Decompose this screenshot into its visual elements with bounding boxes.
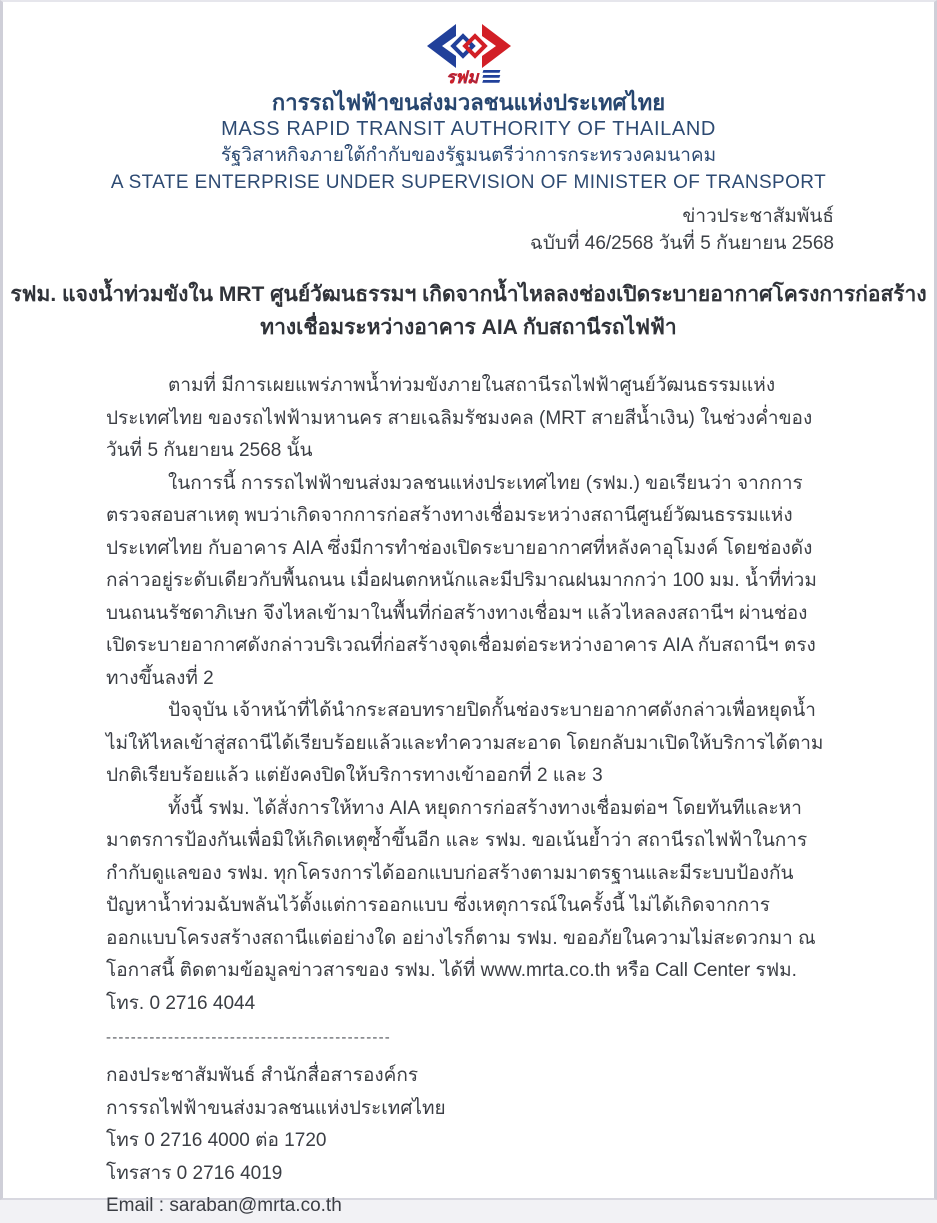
- paragraph-1: ตามที่ มีการเผยแพร่ภาพน้ำท่วมขังภายในสถานีรถไฟฟ้าศูนย์วัฒนธรรมแห่งประเทศไทย ของรถไฟฟ้ามหานคร สายเฉลิมรัชมงคล (MRT สายสีน้ำเงิน) ในช่วงค่ำของวันที่ 5 กันยายน 2568 นั้น: [106, 375, 813, 461]
- svg-text:รฟม: รฟม: [445, 68, 478, 87]
- contact-email: Email : saraban@mrta.co.th: [106, 1195, 342, 1216]
- contact-organization: การรถไฟฟ้าขนส่งมวลชนแห่งประเทศไทย: [106, 1097, 446, 1119]
- org-name-thai: การรถไฟฟ้าขนส่งมวลชนแห่งประเทศไทย: [271, 90, 666, 115]
- paragraph-4: ทั้งนี้ รฟม. ได้สั่งการให้ทาง AIA หยุดการก่อสร้างทางเชื่อมต่อฯ โดยทันทีและหามาตรการป้องกันเพื่อมิให้เกิดเหตุซ้ำขึ้นอีก และ รฟม. ขอเน้นย้ำว่า สถานีรถไฟฟ้าในการกำกับดูแลของ รฟม. ทุกโครงการได้ออกแบบก่อสร้างตามมาตรฐานและมีระบบป้องกันปัญหาน้ำท่วมฉับพลันไว้ตั้งแต่การออกแบบ ซึ่งเหตุการณ์ในครั้งนี้ ไม่ได้เกิดจากการออกแบบโครงสร้างสถานีแต่อย่างใด อย่างไรก็ตาม รฟม. ขออภัยในความไม่สะดวกมา ณ โอกาสนี้ ติดตามข้อมูลข่าวสารของ รฟม. ได้ที่ www.mrta.co.th หรือ Call Center รฟม. โทร. 0 2716 4044: [106, 797, 816, 1014]
- document-meta: [3, 204, 834, 257]
- press-release-body: [106, 370, 835, 1020]
- paragraph-3: ปัจจุบัน เจ้าหน้าที่ได้นำกระสอบทรายปิดกั้นช่องระบายอากาศดังกล่าวเพื่อหยุดน้ำไม่ให้ไหลเข้าสู่สถานีได้เรียบร้อยแล้วและทำความสะอาด โดยกลับมาเปิดให้บริการได้ตามปกติเรียบร้อยแล้ว แต่ยังคงปิดให้บริการทางเข้าออกที่ 2 และ 3: [106, 700, 824, 786]
- dashed-separator: ----------------------------------------------: [106, 1029, 391, 1046]
- press-release-title: [3, 278, 934, 344]
- mrta-logo-icon: [419, 22, 519, 86]
- mrta-logo: [3, 22, 934, 86]
- org-name-english: MASS RAPID TRANSIT AUTHORITY OF THAILAND: [221, 118, 716, 140]
- contact-block: [106, 1060, 835, 1223]
- contact-phone: โทร 0 2716 4000 ต่อ 1720: [106, 1130, 327, 1151]
- issue-number-date: ฉบับที่ 46/2568 วันที่ 5 กันยายน 2568: [529, 232, 834, 254]
- contact-department: กองประชาสัมพันธ์ สำนักสื่อสารองค์กร: [106, 1065, 419, 1086]
- paragraph-2: ในการนี้ การรถไฟฟ้าขนส่งมวลชนแห่งประเทศไทย (รฟม.) ขอเรียนว่า จากการตรวจสอบสาเหตุ พบว่าเกิดจากการก่อสร้างทางเชื่อมระหว่างสถานีศูนย์วัฒนธรรมแห่งประเทศไทย กับอาคาร AIA ซึ่งมีการทำช่องเปิดระบายอากาศที่หลังคาอุโมงค์ โดยช่องดังกล่าวอยู่ระดับเดียวกับพื้นถนน เมื่อฝนตกหนักและมีปริมาณฝนมากกว่า 100 มม. น้ำที่ท่วมบนถนนรัชดาภิเษก จึงไหลเข้ามาในพื้นที่ก่อสร้างทางเชื่อมฯ แล้วไหลลงสถานีฯ ผ่านช่องเปิดระบายอากาศดังกล่าวบริเวณที่ก่อสร้างจุดเชื่อมต่อระหว่างอาคาร AIA กับสถานีฯ ตรงทางขึ้นลงที่ 2: [106, 472, 817, 689]
- supervision-line-thai: รัฐวิสาหกิจภายใต้กำกับของรัฐมนตรีว่าการกระทรวงคมนาคม: [220, 145, 717, 166]
- contact-fax: โทรสาร 0 2716 4019: [106, 1162, 283, 1184]
- title-line-1: รฟม. แจงน้ำท่วมขังใน MRT ศูนย์วัฒนธรรมฯ เกิดจากน้ำไหลลงช่องเปิดระบายอากาศโครงการก่อสร้าง: [10, 283, 927, 306]
- supervision-line-english: A STATE ENTERPRISE UNDER SUPERVISION OF MINISTER OF TRANSPORT: [110, 172, 827, 193]
- letterhead: [3, 2, 934, 194]
- document-type-label: ข่าวประชาสัมพันธ์: [682, 206, 834, 227]
- title-line-2: ทางเชื่อมระหว่างอาคาร AIA กับสถานีรถไฟฟ้า: [260, 316, 677, 339]
